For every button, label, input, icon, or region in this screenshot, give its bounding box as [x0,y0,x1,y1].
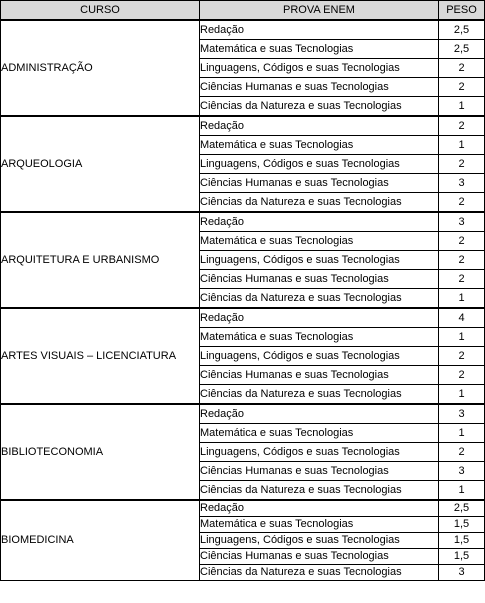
curso-name: ARTES VISUAIS – LICENCIATURA [1,308,200,404]
peso-cell: 1 [439,481,485,501]
peso-cell: 2 [439,366,485,385]
peso-cell: 1 [439,97,485,117]
peso-cell: 2,5 [439,500,485,517]
table-header-row [1,1,485,21]
peso-cell: 3 [439,404,485,424]
peso-cell: 1,5 [439,517,485,533]
prova-enem-cell: Redação [200,500,439,517]
prova-enem-cell: Ciências da Natureza e suas Tecnologias [200,385,439,405]
peso-cell: 1 [439,385,485,405]
peso-cell: 2,5 [439,40,485,59]
table-row [1,20,485,40]
peso-cell: 2 [439,270,485,289]
prova-enem-cell: Redação [200,308,439,328]
peso-cell: 1,5 [439,549,485,565]
peso-cell: 1 [439,136,485,155]
curso-name: ADMINISTRAÇÃO [1,20,200,116]
prova-enem-cell: Ciências Humanas e suas Tecnologias [200,462,439,481]
peso-cell: 1 [439,289,485,309]
peso-cell: 2 [439,347,485,366]
prova-enem-cell: Linguagens, Códigos e suas Tecnologias [200,59,439,78]
table-row [1,212,485,232]
prova-enem-cell: Ciências da Natureza e suas Tecnologias [200,565,439,581]
prova-enem-cell: Ciências Humanas e suas Tecnologias [200,174,439,193]
peso-cell: 2 [439,443,485,462]
prova-enem-cell: Ciências da Natureza e suas Tecnologias [200,481,439,501]
peso-cell: 1 [439,424,485,443]
prova-enem-cell: Linguagens, Códigos e suas Tecnologias [200,347,439,366]
peso-cell: 3 [439,565,485,581]
prova-enem-cell: Matemática e suas Tecnologias [200,517,439,533]
prova-enem-cell: Linguagens, Códigos e suas Tecnologias [200,155,439,174]
header-curso: CURSO [1,1,200,21]
table-row [1,116,485,136]
peso-cell: 3 [439,212,485,232]
prova-enem-cell: Linguagens, Códigos e suas Tecnologias [200,533,439,549]
peso-cell: 3 [439,174,485,193]
header-prova-enem: PROVA ENEM [200,1,439,21]
peso-cell: 2 [439,155,485,174]
peso-cell: 2 [439,78,485,97]
header-peso: PESO [439,1,485,21]
peso-cell: 1,5 [439,533,485,549]
peso-cell: 2 [439,59,485,78]
prova-enem-cell: Ciências da Natureza e suas Tecnologias [200,289,439,309]
curso-name: ARQUEOLOGIA [1,116,200,212]
peso-cell: 2 [439,251,485,270]
prova-enem-cell: Ciências Humanas e suas Tecnologias [200,366,439,385]
prova-enem-cell: Matemática e suas Tecnologias [200,40,439,59]
table-row [1,404,485,424]
table-body [1,20,485,581]
prova-enem-cell: Linguagens, Códigos e suas Tecnologias [200,251,439,270]
peso-cell: 2 [439,116,485,136]
prova-enem-cell: Ciências Humanas e suas Tecnologias [200,270,439,289]
prova-enem-cell: Redação [200,212,439,232]
prova-enem-cell: Ciências da Natureza e suas Tecnologias [200,193,439,213]
prova-enem-cell: Linguagens, Códigos e suas Tecnologias [200,443,439,462]
peso-cell: 4 [439,308,485,328]
curso-name: BIBLIOTECONOMIA [1,404,200,500]
peso-cell: 2 [439,232,485,251]
peso-cell: 2,5 [439,20,485,40]
peso-cell: 2 [439,193,485,213]
table-row [1,500,485,517]
prova-enem-cell: Matemática e suas Tecnologias [200,136,439,155]
prova-enem-cell: Matemática e suas Tecnologias [200,328,439,347]
prova-enem-cell: Redação [200,116,439,136]
prova-enem-cell: Ciências Humanas e suas Tecnologias [200,78,439,97]
prova-enem-cell: Ciências da Natureza e suas Tecnologias [200,97,439,117]
table-row [1,308,485,328]
prova-enem-cell: Matemática e suas Tecnologias [200,424,439,443]
prova-enem-cell: Redação [200,404,439,424]
prova-enem-cell: Redação [200,20,439,40]
prova-enem-cell: Matemática e suas Tecnologias [200,232,439,251]
peso-cell: 3 [439,462,485,481]
curso-name: BIOMEDICINA [1,500,200,581]
prova-enem-cell: Ciências Humanas e suas Tecnologias [200,549,439,565]
peso-cell: 1 [439,328,485,347]
curso-name: ARQUITETURA E URBANISMO [1,212,200,308]
